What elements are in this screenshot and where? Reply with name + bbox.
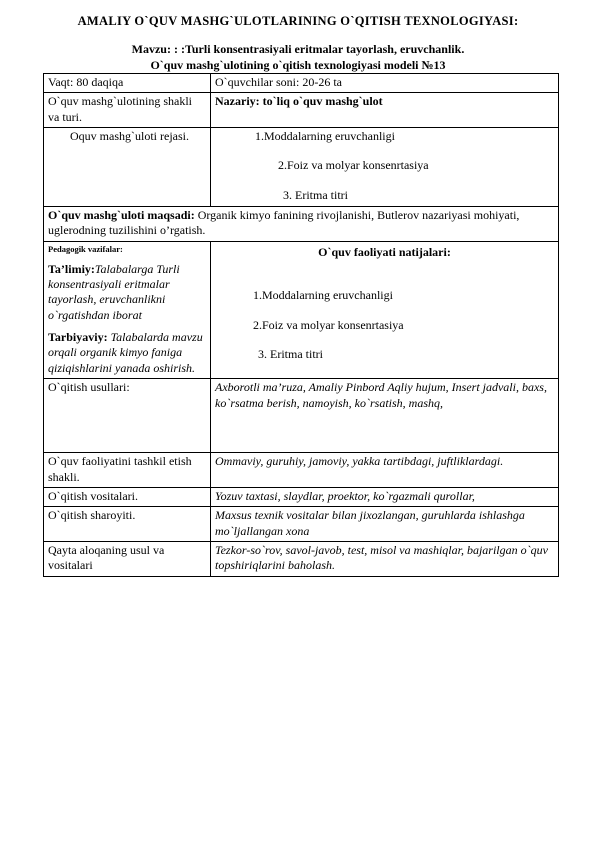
lesson-plan-table [43, 73, 559, 577]
lesson-type-label: O`quv mashg`ulotining shakli va turi. [44, 93, 211, 128]
plan-label: Oquv mashg`uloti rejasi. [70, 129, 189, 144]
table-row [44, 207, 559, 242]
table-row [44, 74, 559, 93]
table-row [44, 93, 559, 128]
table-row [44, 379, 559, 453]
table-row [44, 241, 559, 378]
methods-value: Axborotli ma’ruza, Amaliy Pinbord Aqliy hujum, Insert jadvali, baxs, ko`rsatma berish, namoyish, ko`rsatish, mashq, [211, 379, 559, 453]
educational-task [48, 262, 206, 323]
document-title: AMALIY O`QUV MASHG`ULOTLARINING O`QITISH TEXNOLOGIYASI: [77, 14, 519, 28]
table-row [44, 487, 559, 506]
goal-text: Organik kimyo fanining rivojlanishi, Butlerov nazariyasi mohiyati, uglerodning tuzilishini o’rgatish. [48, 208, 520, 238]
tasks-cell [44, 241, 211, 378]
time-cell: Vaqt: 80 daqiqa [44, 74, 211, 93]
table-row [44, 453, 559, 488]
methods-label: O`qitish usullari: [44, 379, 211, 453]
table-row [44, 128, 559, 207]
plan-item: 2.Foiz va molyar konsenrtasiya [278, 158, 429, 173]
upbringing-task [48, 330, 206, 376]
lesson-type-value: Nazariy: to`liq o`quv mashg`ulot [211, 93, 559, 128]
educational-task-label: Ta’limiy: [48, 261, 95, 276]
feedback-value: Tezkor-so`rov, savol-javob, test, misol va mashiqlar, bajarilgan o`quv topshiriqlarini baholash. [211, 541, 559, 576]
result-item: 2.Foiz va molyar konsenrtasiya [253, 317, 404, 332]
results-cell [211, 241, 559, 378]
plan-item: 1.Moddalarning eruvchanligi [255, 129, 395, 144]
conditions-label: O`qitish sharoyiti. [44, 507, 211, 542]
table-row [44, 541, 559, 576]
upbringing-task-label: Tarbiyaviy: [48, 330, 111, 345]
students-cell: O`quvchilar soni: 20-26 ta [211, 74, 559, 93]
means-label: O`qitish vositalari. [44, 487, 211, 506]
model-line: O`quv mashg`ulotining o`qitish texnologiyasi modeli №13 [150, 58, 446, 72]
plan-items-cell [211, 128, 559, 207]
goal-cell [44, 207, 559, 242]
goal-label: O`quv mashg`uloti maqsadi: [48, 208, 195, 223]
result-item: 1.Moddalarning eruvchanligi [253, 288, 393, 303]
organization-label: O`quv faoliyatini tashkil etish shakli. [44, 453, 211, 488]
organization-value: Ommaviy, guruhiy, jamoviy, yakka tartibdagi, juftliklardagi. [211, 453, 559, 488]
result-item: 3. Eritma titri [258, 346, 323, 361]
plan-label-cell [44, 128, 211, 207]
results-label: O`quv faoliyati natijalari: [318, 244, 451, 259]
topic-line: Mavzu: : :Turli konsentrasiyali eritmalar tayorlash, eruvchanlik. [131, 42, 465, 56]
pedagogical-tasks-label: Pedagogik vazifalar: [48, 243, 123, 254]
table-row [44, 507, 559, 542]
conditions-value: Maxsus texnik vositalar bilan jixozlangan, guruhlarda ishlashga mo`ljallangan xona [211, 507, 559, 542]
educational-task-text: Talabalarga Turli konsentrasiyali eritmalar tayorlash, eruvchanlikni o`rgatishdan iborat [48, 261, 180, 322]
upbringing-task-text: Talabalarda mavzu orqali organik kimyo faniga qiziqishlarini yanada oshirish. [48, 330, 203, 375]
plan-item: 3. Eritma titri [283, 187, 348, 202]
feedback-label: Qayta aloqaning usul va vositalari [44, 541, 211, 576]
means-value: Yozuv taxtasi, slaydlar, proektor, ko`rgazmali qurollar, [211, 487, 559, 506]
